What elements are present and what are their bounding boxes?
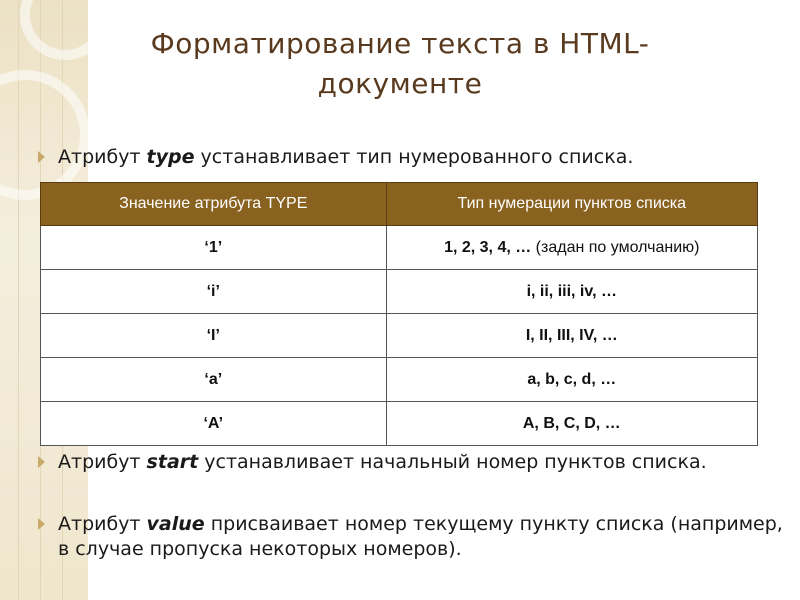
numbering-cell: a, b, c, d, … <box>386 358 757 402</box>
bullet-marker-icon <box>38 518 45 530</box>
bullet-type <box>38 145 788 170</box>
slide-title <box>90 24 710 104</box>
table-header-cell: Тип нумерации пунктов списка <box>386 183 757 226</box>
bullet-marker-icon <box>38 151 45 163</box>
type-value-cell: ‘i’ <box>41 270 387 314</box>
type-value-cell: ‘A’ <box>41 402 387 446</box>
table-header-row <box>41 183 758 226</box>
slide-title-line2: документе <box>317 67 483 100</box>
bullet-marker-icon <box>38 456 45 468</box>
table-header-cell: Значение атрибута TYPE <box>41 183 387 226</box>
attribute-keyword: value <box>146 513 205 535</box>
numbering-cell: A, B, C, D, … <box>386 402 757 446</box>
table-row <box>41 270 758 314</box>
numbering-note: (задан по умолчанию) <box>531 238 700 256</box>
slide-title-line1: Форматирование текста в HTML- <box>150 27 650 60</box>
bullet-text: Атрибут value присваивает номер текущему пункту списка (например, в случае пропуска некоторых номеров). <box>58 513 783 560</box>
numbering-cell: 1, 2, 3, 4, … (задан по умолчанию) <box>386 226 757 270</box>
table-row <box>41 226 758 270</box>
attribute-keyword: type <box>146 146 195 168</box>
numbering-cell: I, II, III, IV, … <box>386 314 757 358</box>
bullet-start <box>38 450 788 475</box>
bullet-text: Атрибут type устанавливает тип нумерованного списка. <box>58 146 634 168</box>
type-value-cell: ‘a’ <box>41 358 387 402</box>
numbering-cell: i, ii, iii, iv, … <box>386 270 757 314</box>
table-row <box>41 402 758 446</box>
table-row <box>41 358 758 402</box>
table-row <box>41 314 758 358</box>
attribute-values-table <box>40 182 758 446</box>
bullet-value <box>38 512 793 562</box>
type-value-cell: ‘I’ <box>41 314 387 358</box>
attribute-keyword: start <box>146 451 199 473</box>
bullet-text: Атрибут start устанавливает начальный номер пунктов списка. <box>58 451 707 473</box>
type-value-cell: ‘1’ <box>41 226 387 270</box>
